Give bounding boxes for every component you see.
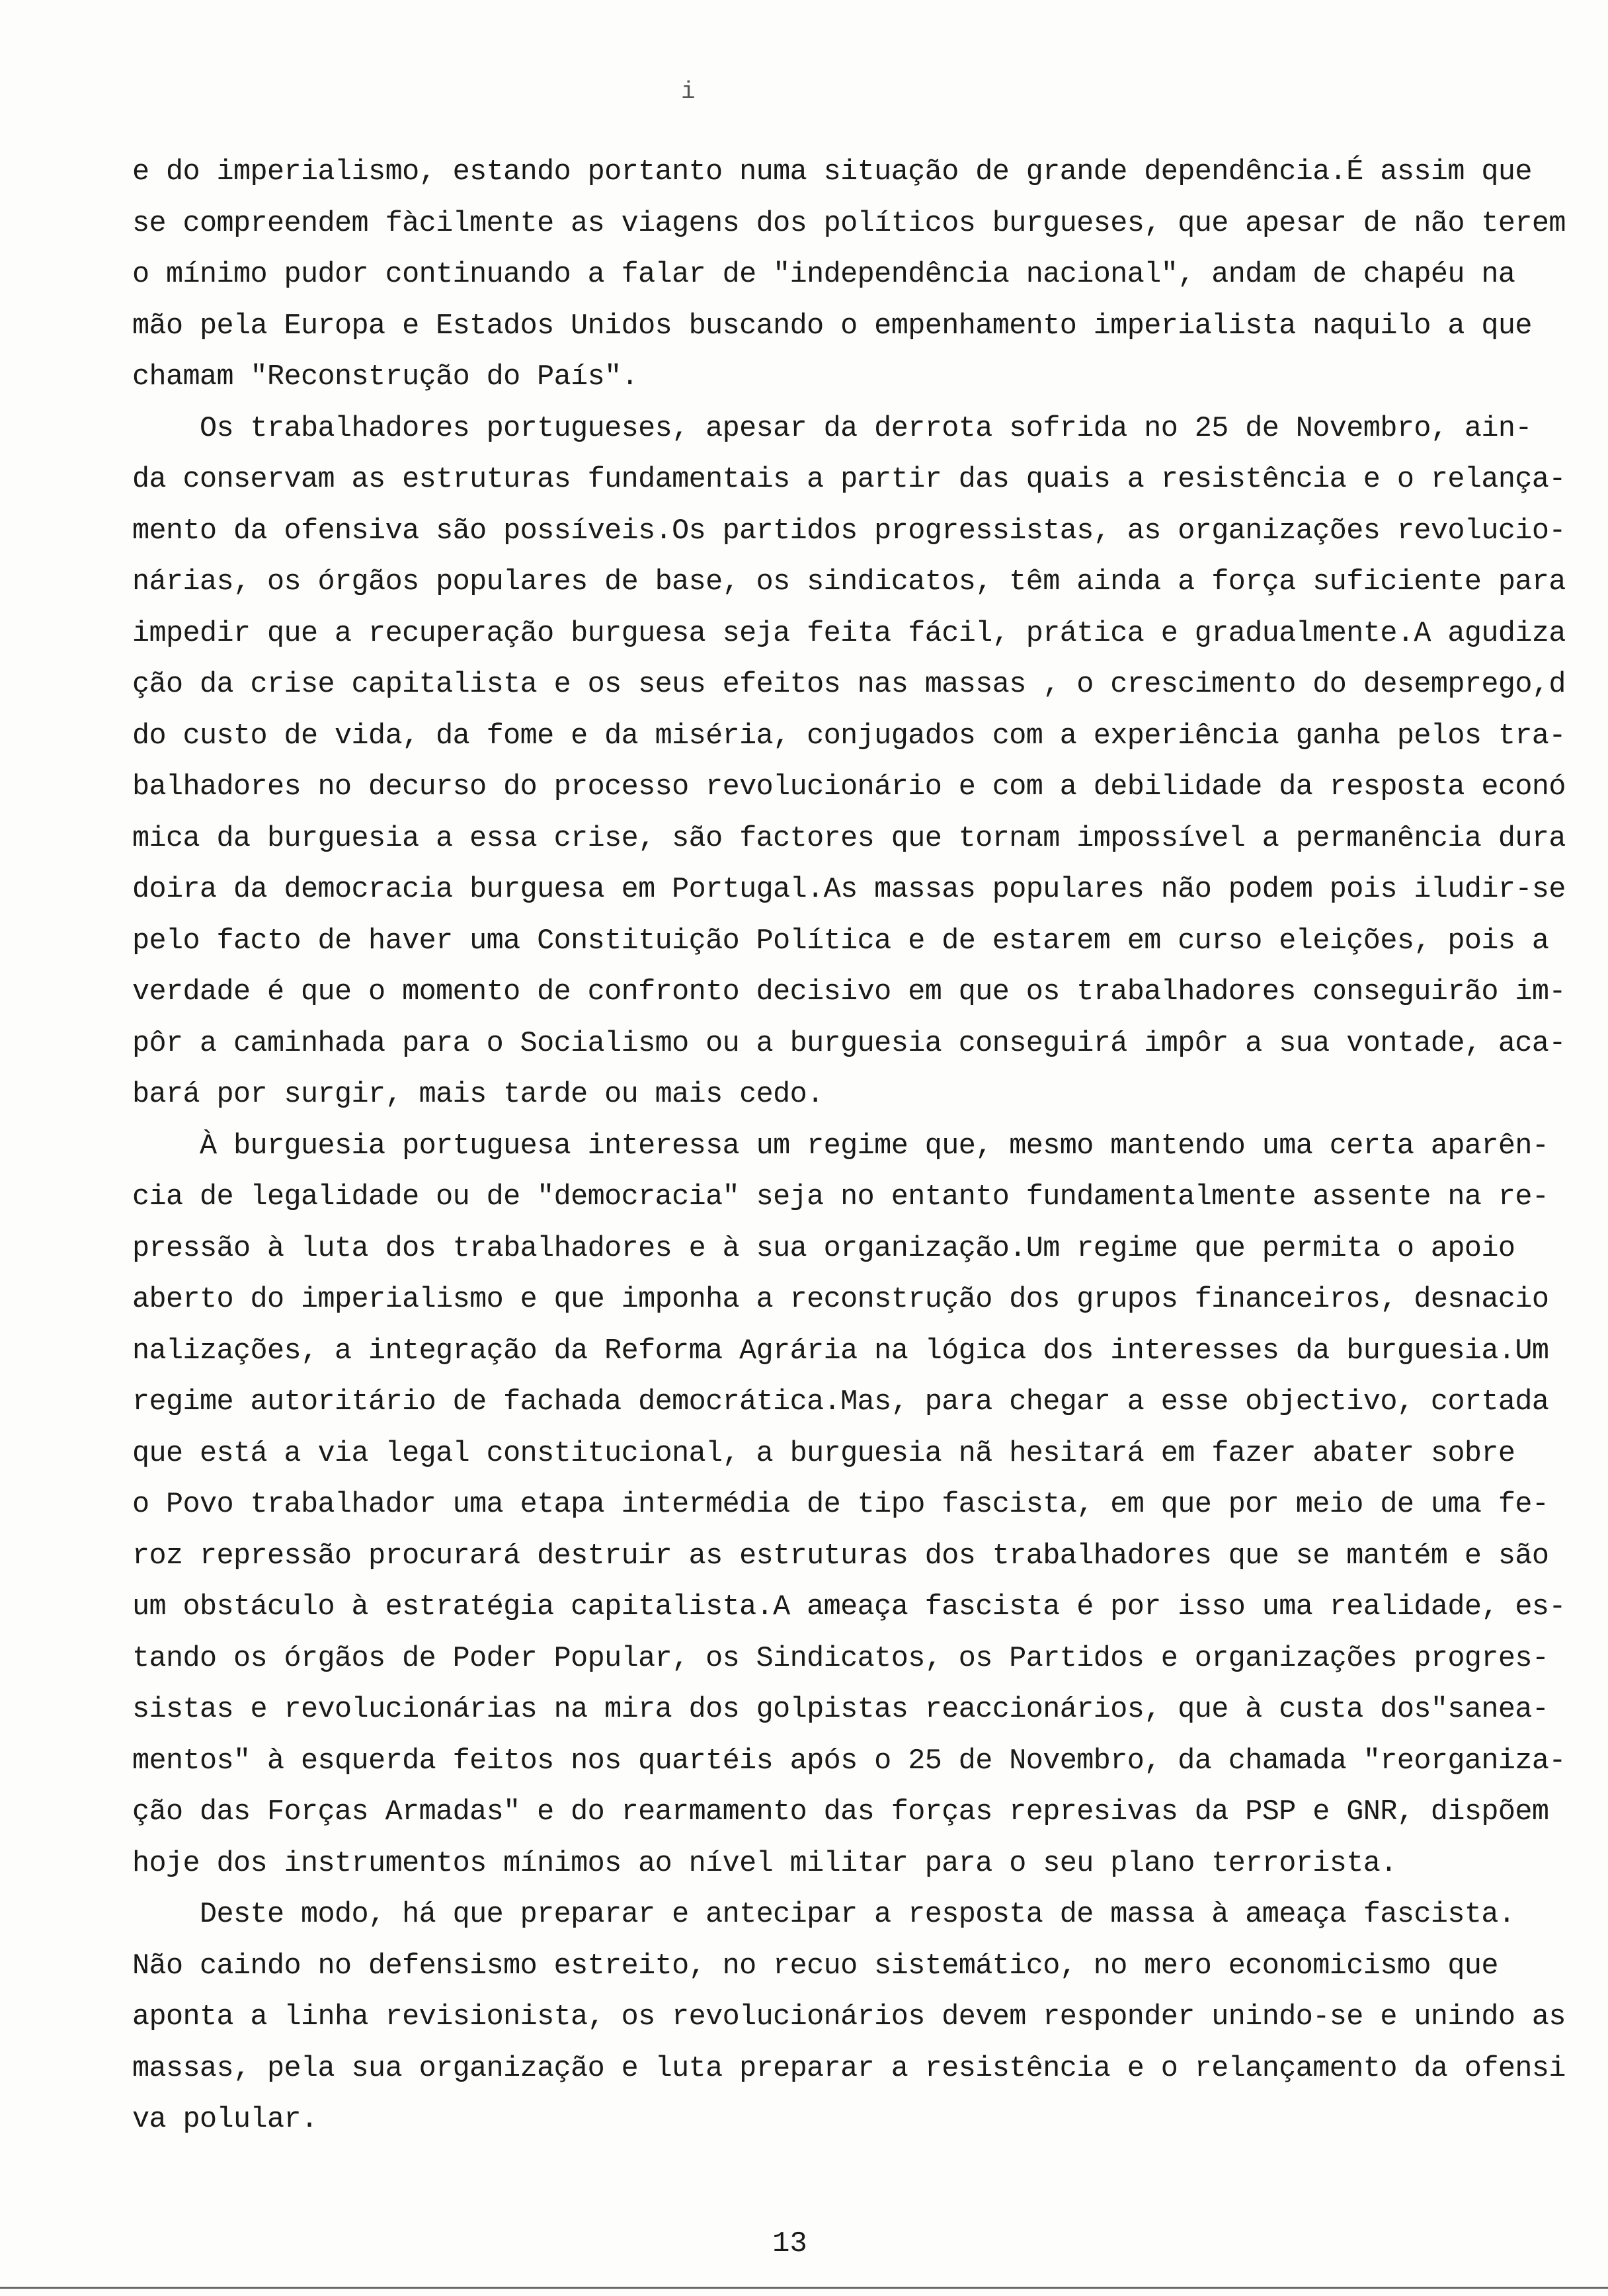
- text-line: cia de legalidade ou de "democracia" seja no entanto fundamentalmente assente na re-: [132, 1181, 1549, 1213]
- text-line: mão pela Europa e Estados Unidos buscando o empenhamento imperialista naquilo a que: [132, 309, 1532, 343]
- text-line: sistas e revolucionárias na mira dos golpistas reaccionários, que à custa dos"sanea-: [132, 1694, 1549, 1726]
- text-line: nárias, os órgãos populares de base, os sindicatos, têm ainda a força suficiente para: [132, 566, 1566, 598]
- text-line: aberto do imperialismo e que imponha a reconstrução dos grupos financeiros, desnacio: [132, 1284, 1549, 1316]
- text-line: balhadores no decurso do processo revolucionário e com a debilidade da resposta econó: [132, 771, 1566, 803]
- text-line: roz repressão procurará destruir as estruturas dos trabalhadores que se mantém e são: [132, 1539, 1549, 1573]
- text-line: regime autoritário de fachada democrática.Mas, para chegar a esse objectivo, cortada: [132, 1386, 1549, 1418]
- text-line: pressão à luta dos trabalhadores e à sua organização.Um regime que permita o apoio: [132, 1232, 1515, 1265]
- text-line: nalizações, a integração da Reforma Agrária na lógica dos interesses da burguesia.Um: [132, 1334, 1549, 1368]
- text-line: pelo facto de haver uma Constituição Política e de estarem em curso eleições, pois a: [132, 924, 1549, 958]
- text-line: Os trabalhadores portugueses, apesar da derrota sofrida no 25 de Novembro, ain-: [132, 412, 1532, 445]
- text-line: mica da burguesia a essa crise, são factores que tornam impossível a permanência dura: [132, 822, 1566, 855]
- text-line: verdade é que o momento de confronto decisivo em que os trabalhadores conseguirão im-: [132, 976, 1566, 1008]
- text-line: tando os órgãos de Poder Popular, os Sindicatos, os Partidos e organizações progres-: [132, 1642, 1549, 1675]
- text-line: mento da ofensiva são possíveis.Os partidos progressistas, as organizações revolucio-: [132, 514, 1566, 548]
- text-line: pôr a caminhada para o Socialismo ou a burguesia conseguirá impôr a sua vontade, aca-: [132, 1027, 1566, 1060]
- text-line: bará por surgir, mais tarde ou mais cedo.: [132, 1079, 824, 1111]
- text-line: hoje dos instrumentos mínimos ao nível militar para o seu plano terrorista.: [132, 1847, 1397, 1880]
- text-line: Não caindo no defensismo estreito, no recuo sistemático, no mero economicismo que: [132, 1949, 1498, 1983]
- text-line: mentos" à esquerda feitos nos quartéis após o 25 de Novembro, da chamada "reorganiza-: [132, 1744, 1566, 1778]
- text-line: ção da crise capitalista e os seus efeitos nas massas , o crescimento do desemprego,d: [132, 669, 1566, 701]
- text-line: o mínimo pudor continuando a falar de "independência nacional", andam de chapéu na: [132, 259, 1515, 291]
- text-line: que está a via legal constitucional, a burguesia nã hesitará em fazer abater sobre: [132, 1437, 1515, 1470]
- text-line: o Povo trabalhador uma etapa intermédia de tipo fascista, em que por meio de uma fe-: [132, 1489, 1549, 1521]
- text-line: um obstáculo à estratégia capitalista.A ameaça fascista é por isso uma realidade, es-: [132, 1591, 1566, 1623]
- page-number: 13: [772, 2227, 807, 2260]
- text-line: se compreendem fàcilmente as viagens dos políticos burgueses, que apesar de não terem: [132, 207, 1566, 240]
- text-line: impedir que a recuperação burguesa seja feita fácil, prática e gradualmente.A agudiza: [132, 617, 1566, 650]
- text-line: À burguesia portuguesa interessa um regime que, mesmo mantendo uma certa aparên-: [132, 1129, 1549, 1163]
- text-line: aponta a linha revisionista, os revolucionários devem responder unindo-se e unindo as: [132, 2001, 1566, 2033]
- text-line: massas, pela sua organização e luta preparar a resistência e o relançamento da ofensi: [132, 2052, 1566, 2085]
- text-line: chamam "Reconstrução do País".: [132, 361, 639, 393]
- text-line: da conservam as estruturas fundamentais a partir das quais a resistência e o relança-: [132, 464, 1566, 496]
- top-mark: i: [681, 78, 696, 105]
- footer-rule: [0, 2287, 1608, 2289]
- text-line: doira da democracia burguesa em Portugal.As massas populares não podem pois iludir-se: [132, 874, 1566, 906]
- text-line: Deste modo, há que preparar e antecipar a resposta de massa à ameaça fascista.: [132, 1899, 1515, 1931]
- text-line: do custo de vida, da fome e da miséria, conjugados com a experiência ganha pelos tra-: [132, 719, 1566, 753]
- text-line: va polular.: [132, 2104, 318, 2136]
- text-line: ção das Forças Armadas" e do rearmamento das forças represivas da PSP e GNR, dispõem: [132, 1796, 1549, 1828]
- text-line: e do imperialismo, estando portanto numa situação de grande dependência.É assim que: [132, 156, 1532, 188]
- body-text: [132, 147, 1566, 2146]
